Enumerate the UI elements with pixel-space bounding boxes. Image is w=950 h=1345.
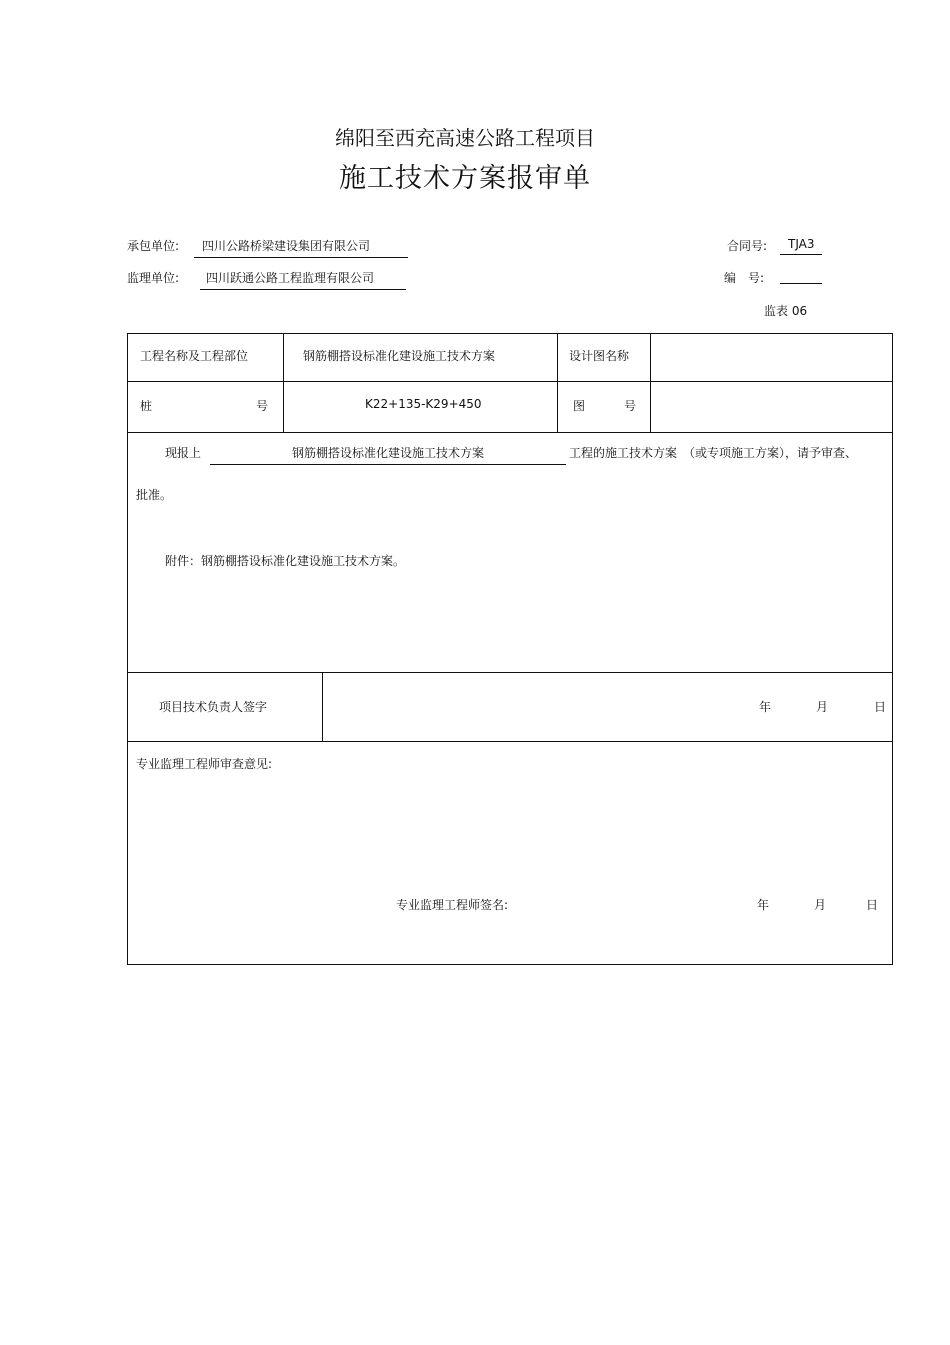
station-value[interactable]: K22+135-K29+450 xyxy=(365,397,482,411)
col-divider xyxy=(283,334,284,432)
contract-no-field[interactable]: TJA3 xyxy=(780,237,822,255)
serial-field[interactable] xyxy=(780,269,822,284)
signoff-month: 月 xyxy=(816,700,829,714)
project-name-value[interactable]: 钢筋棚搭设标准化建设施工技术方案 xyxy=(303,349,496,363)
design-drawing-label: 设计图名称 xyxy=(569,349,630,363)
attachment-text: 附件：钢筋棚搭设标准化建设施工技术方案。 xyxy=(165,554,406,568)
submission-prefix: 现报上 xyxy=(165,446,202,460)
station-label-b: 号 xyxy=(256,399,269,413)
station-label-a: 桩 xyxy=(140,399,153,413)
col-divider xyxy=(650,334,651,432)
serial-label: 编 号: xyxy=(724,271,765,285)
review-signature-label: 专业监理工程师签名: xyxy=(396,898,509,912)
submission-line2: 批准。 xyxy=(136,488,173,502)
review-month: 月 xyxy=(814,898,827,912)
project-title: 绵阳至西充高速公路工程项目 xyxy=(335,126,595,150)
supervisor-field[interactable]: 四川跃通公路工程监理有限公司 xyxy=(200,269,406,290)
contractor-label: 承包单位: xyxy=(127,239,180,253)
drawing-no-label-a: 图 xyxy=(573,399,586,413)
row-divider xyxy=(128,741,892,742)
review-year: 年 xyxy=(757,898,770,912)
row-divider xyxy=(128,432,892,433)
signoff-year: 年 xyxy=(759,700,772,714)
drawing-no-label-b: 号 xyxy=(624,399,637,413)
form-code: 监表 06 xyxy=(764,304,808,318)
row-divider xyxy=(128,381,892,382)
submission-suffix: 工程的施工技术方案 （或专项施工方案），请予审查、 xyxy=(569,446,858,460)
project-name-label: 工程名称及工程部位 xyxy=(140,349,249,363)
contract-no-label: 合同号: xyxy=(727,239,768,253)
tech-lead-label: 项目技术负责人签字 xyxy=(159,700,268,714)
submission-plan-name[interactable]: 钢筋棚搭设标准化建设施工技术方案 xyxy=(210,444,566,465)
review-day: 日 xyxy=(866,898,879,912)
form-title: 施工技术方案报审单 xyxy=(339,163,591,194)
row-divider xyxy=(128,672,892,673)
col-divider xyxy=(322,672,323,741)
col-divider xyxy=(557,334,558,432)
review-form-table xyxy=(127,333,893,965)
contractor-field[interactable]: 四川公路桥梁建设集团有限公司 xyxy=(194,237,408,258)
supervisor-label: 监理单位: xyxy=(127,271,180,285)
review-opinion-label: 专业监理工程师审查意见: xyxy=(136,757,273,771)
signoff-day: 日 xyxy=(874,700,887,714)
